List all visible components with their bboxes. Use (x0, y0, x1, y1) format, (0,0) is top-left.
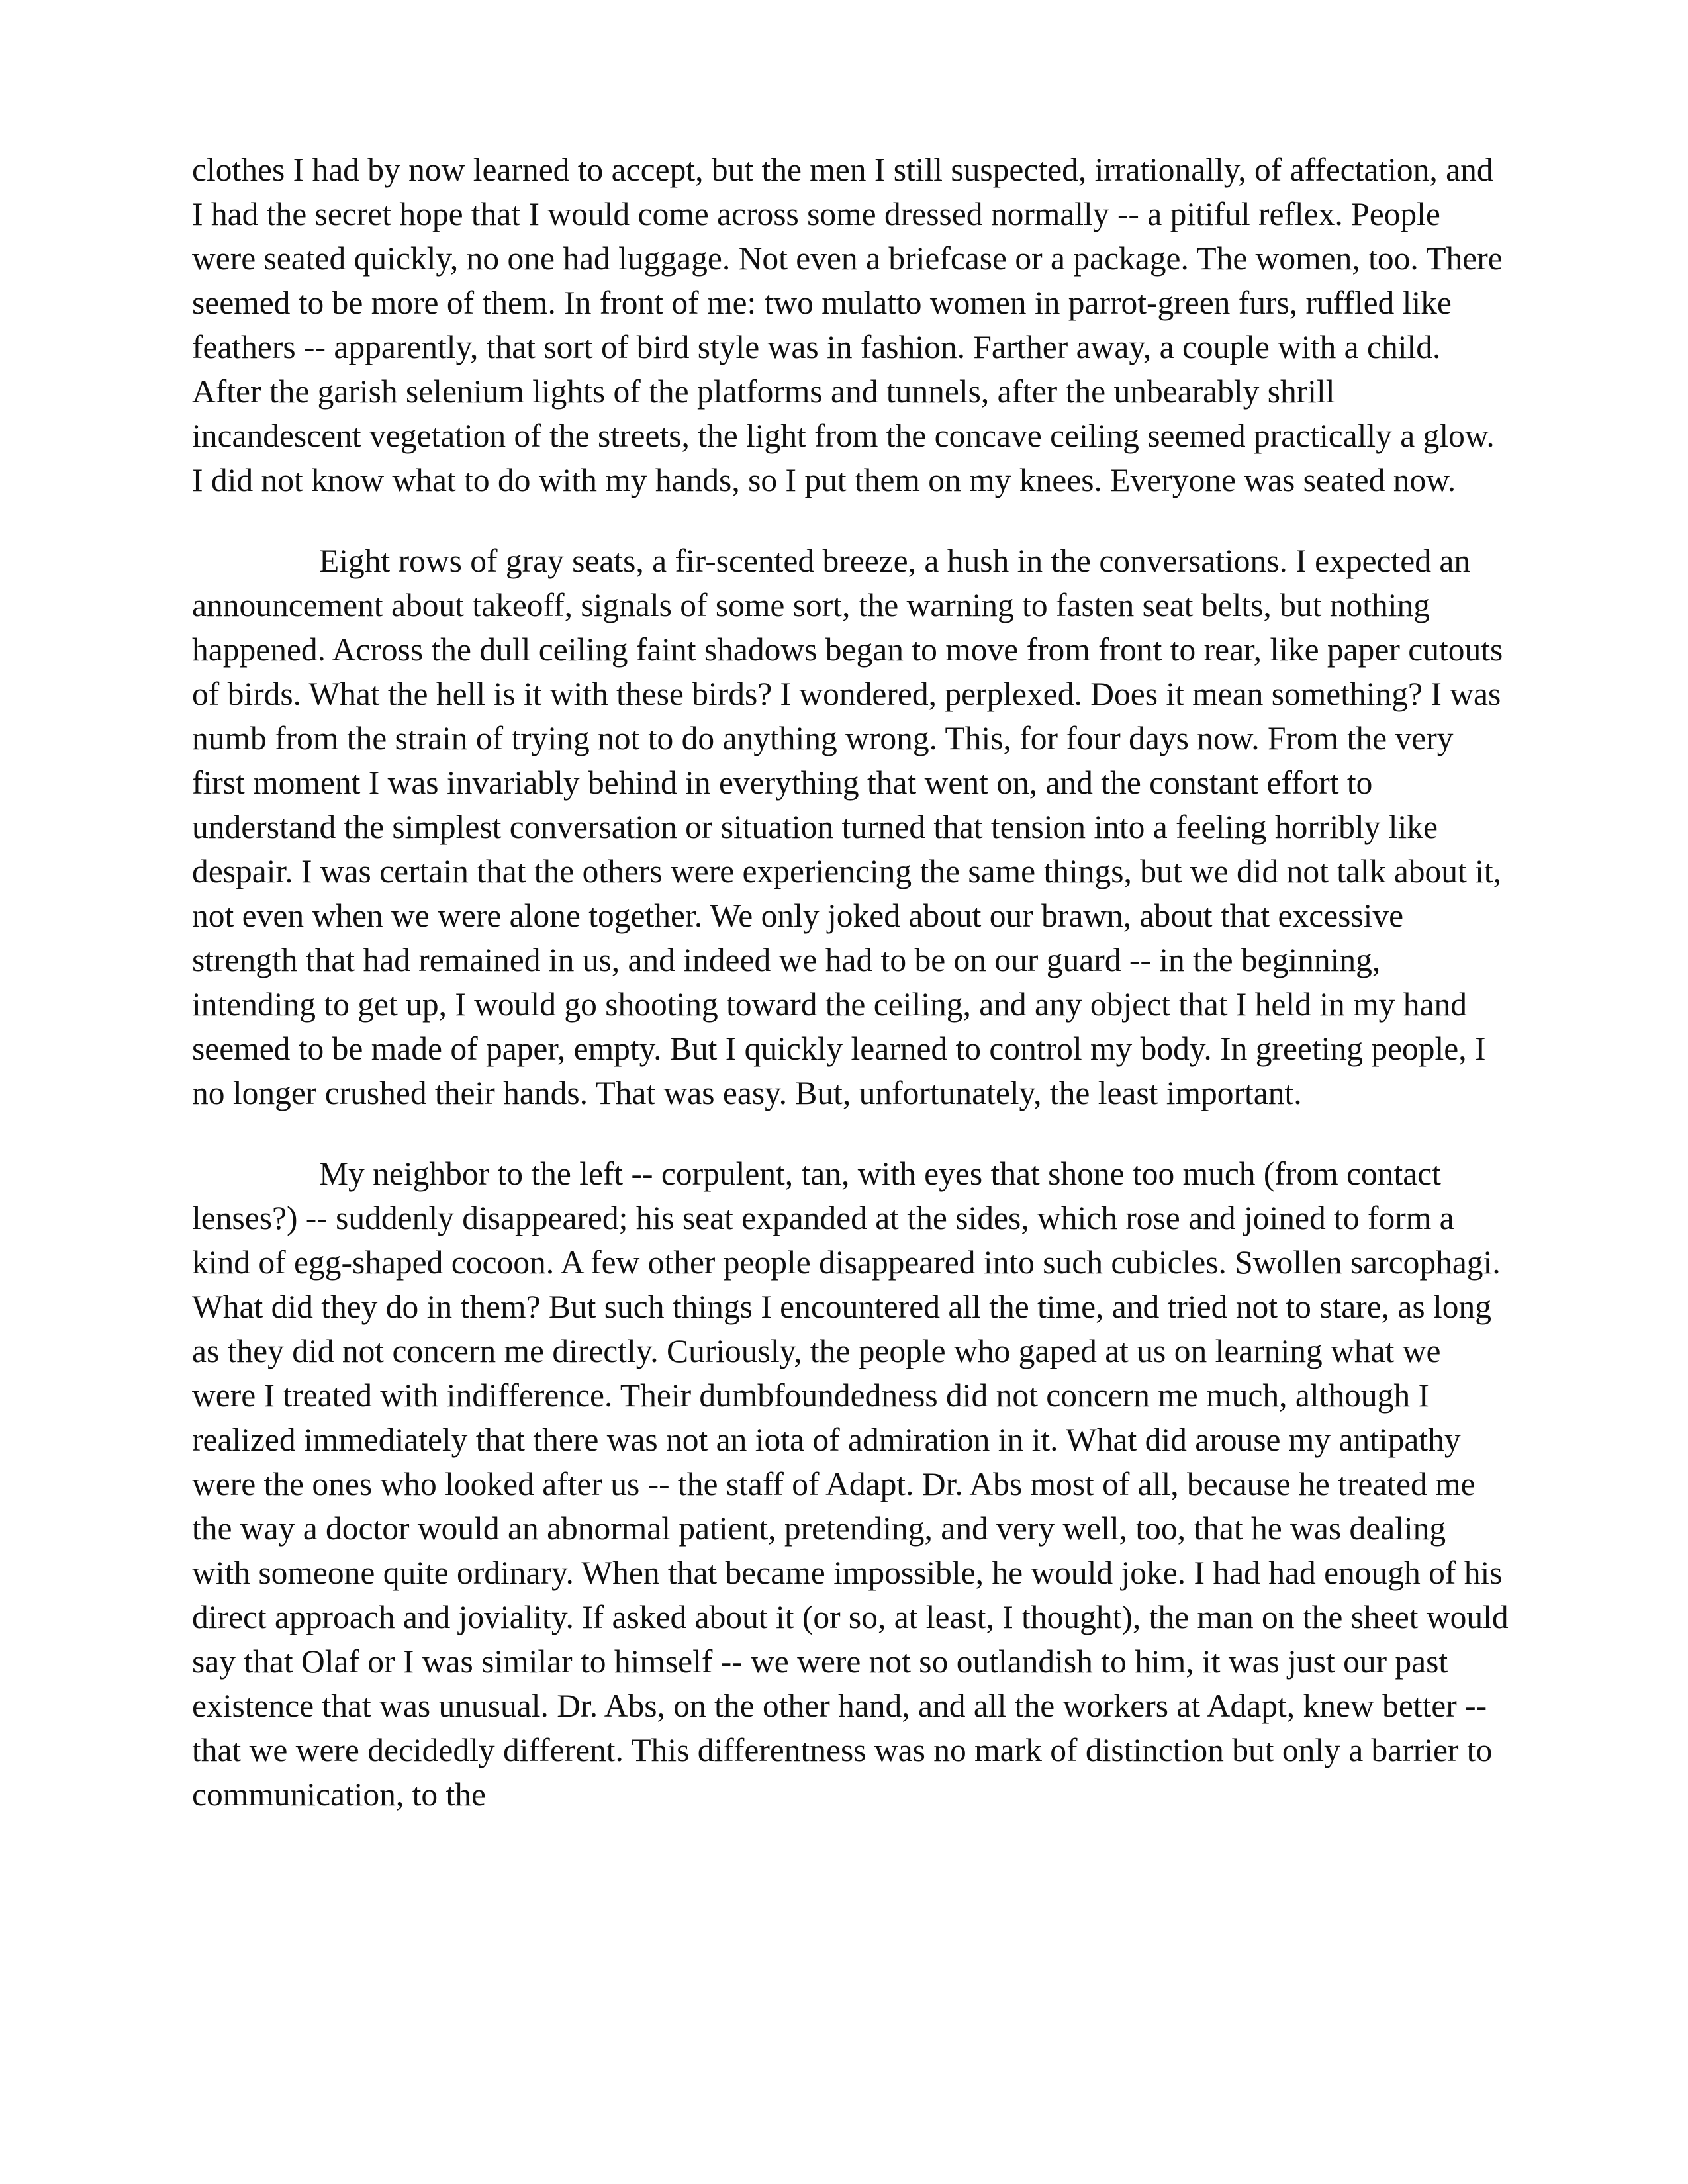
paragraph-1: clothes I had by now learned to accept, but the men I still suspected, irrationally, of affectation, and I had the secret hope that I would come across some dressed normally -- a pitiful reflex. People were seated quickly, no one had luggage. Not even a briefcase or a package. The women, too. There seemed to be more of them. In front of me: two mulatto women in parrot-green furs, ruffled like feathers -- apparently, that sort of bird style was in fashion. Farther away, a couple with a child. After the garish selenium lights of the platforms and tunnels, after the unbearably shrill incandescent vegetation of the streets, the light from the concave ceiling seemed practically a glow. I did not know what to do with my hands, so I put them on my knees. Everyone was seated now. (192, 152, 1503, 498)
paragraph-2: Eight rows of gray seats, a fir-scented breeze, a hush in the conversations. I expected an announcement about takeoff, signals of some sort, the warning to fasten seat belts, but nothing happened. Across the dull ceiling faint shadows began to move from front to rear, like paper cutouts of birds. What the hell is it with these birds? I wondered, perplexed. Does it mean something? I was numb from the strain of trying not to do anything wrong. This, for four days now. From the very first moment I was invariably behind in everything that went on, and the constant effort to understand the simplest conversation or situation turned that tension into a feeling horribly like despair. I was certain that the others were experiencing the same things, but we did not talk about it, not even when we were alone together. We only joked about our brawn, about that excessive strength that had remained in us, and indeed we had to be on our guard -- in the beginning, intending to get up, I would go shooting toward the ceiling, and any object that I held in my hand seemed to be made of paper, empty. But I quickly learned to control my body. In greeting people, I no longer crushed their hands. That was easy. But, unfortunately, the least important. (192, 543, 1503, 1111)
paragraph-3: My neighbor to the left -- corpulent, tan, with eyes that shone too much (from contact lenses?) -- suddenly disappeared; his seat expanded at the sides, which rose and joined to form a kind of egg-shaped cocoon. A few other people disappeared into such cubicles. Swollen sarcophagi. What did they do in them? But such things I encountered all the time, and tried not to stare, as long as they did not concern me directly. Curiously, the people who gaped at us on learning what we were I treated with indifference. Their dumbfoundedness did not concern me much, although I realized immediately that there was not an iota of admiration in it. What did arouse my antipathy were the ones who looked after us -- the staff of Adapt. Dr. Abs most of all, because he treated me the way a doctor would an abnormal patient, pretending, and very well, too, that he was dealing with someone quite ordinary. When that became impossible, he would joke. I had had enough of his direct approach and joviality. If asked about it (or so, at least, I thought), the man on the sheet would say that Olaf or I was similar to himself -- we were not so outlandish to him, it was just our past existence that was unusual. Dr. Abs, on the other hand, and all the workers at Adapt, knew better -- that we were decidedly different. This differentness was no mark of distinction but only a barrier to communication, to the (192, 1156, 1509, 1813)
body-text (192, 148, 1509, 1817)
